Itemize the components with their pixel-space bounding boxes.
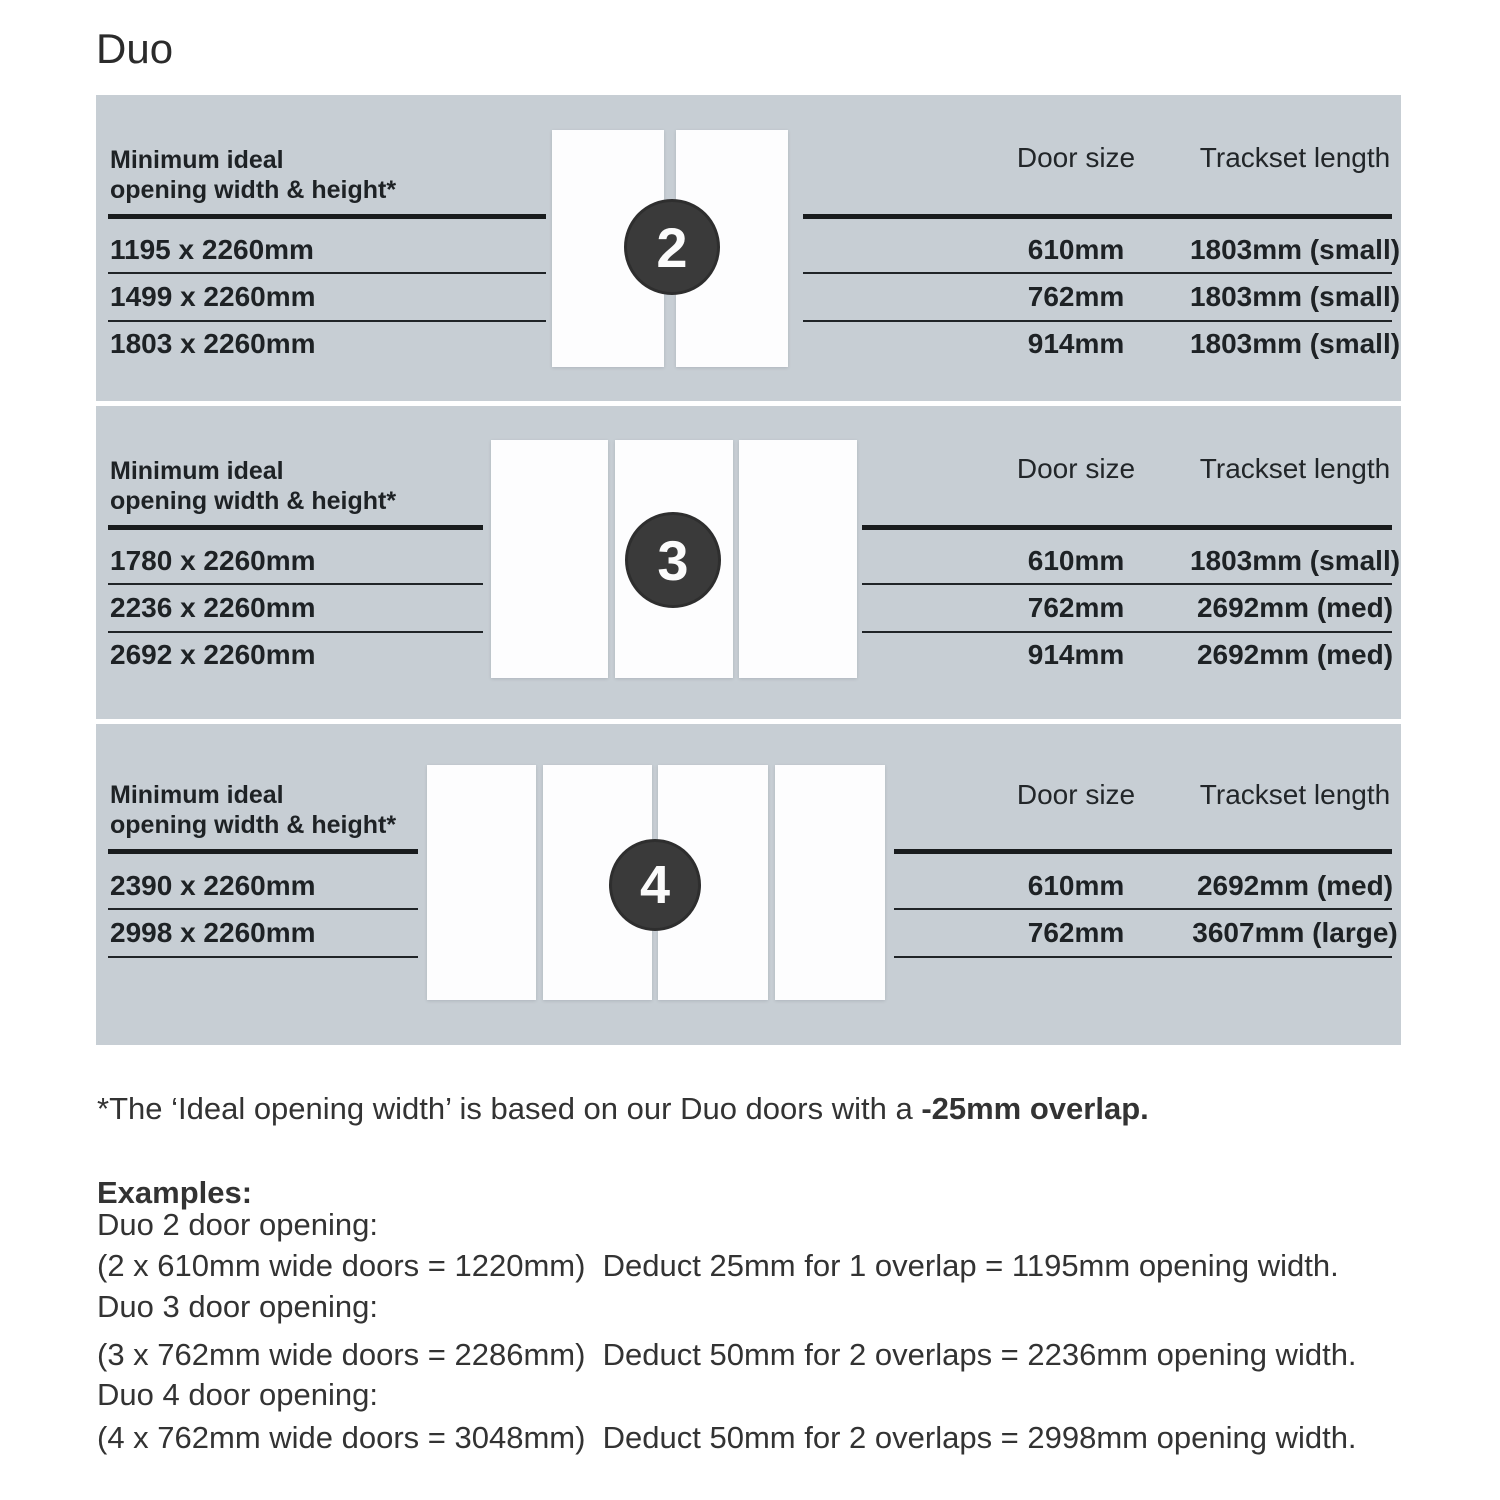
row-divider [862,583,1392,585]
example-label: Duo 3 door opening: [97,1289,378,1324]
examples-heading: Examples: [97,1175,253,1210]
row-divider [803,320,1392,322]
door-panel [739,440,857,678]
opening-row: 2236 x 2260mm [110,592,316,623]
row-divider [108,320,546,322]
opening-header-line2: opening width & height* [110,811,397,839]
example-label: Duo 2 door opening: [97,1207,378,1242]
header-rule [862,525,1392,530]
header-rule [108,525,483,530]
door-size-value: 610mm [1027,870,1125,901]
opening-row: 2390 x 2260mm [110,870,316,901]
door-count-badge: 2 [624,199,720,295]
door-size-value: 610mm [1027,234,1125,265]
row-divider [108,956,418,958]
header-rule [108,849,418,854]
door-panel [775,765,885,1000]
example-label: Duo 4 door opening: [97,1377,378,1412]
trackset-length-header: Trackset length [1199,142,1391,173]
opening-width-header [110,780,396,840]
header-rule [894,849,1392,854]
opening-row: 1499 x 2260mm [110,281,316,312]
row-divider [803,272,1392,274]
opening-row: 2998 x 2260mm [110,917,316,948]
opening-header-line1: Minimum ideal [110,457,284,485]
example-detail: (2 x 610mm wide doors = 1220mm) Deduct 25mm for 1 overlap = 1195mm opening width. [97,1248,1339,1283]
footnote [97,1088,1149,1129]
trackset-value: 1803mm (small) [1189,545,1401,576]
row-divider [894,908,1392,910]
opening-header-line1: Minimum ideal [110,146,284,174]
trackset-value: 1803mm (small) [1189,234,1401,265]
opening-header-line2: opening width & height* [110,487,397,515]
section-duo-2 [96,95,1401,401]
row-divider [894,956,1392,958]
row-divider [862,631,1392,633]
opening-row: 1780 x 2260mm [110,545,316,576]
header-rule [803,214,1392,219]
footnote-bold-text: -25mm overlap. [921,1091,1149,1126]
header-rule [108,214,546,219]
door-count-badge: 3 [625,512,721,608]
trackset-length-header: Trackset length [1199,453,1391,484]
door-size-header: Door size [1016,142,1136,173]
door-size-value: 610mm [1027,545,1125,576]
trackset-value: 1803mm (small) [1189,281,1401,312]
footnote-text: *The ‘Ideal opening width’ is based on our Duo doors with a [97,1091,922,1126]
door-size-header: Door size [1016,453,1136,484]
door-panel [491,440,608,678]
door-size-value: 762mm [1027,917,1125,948]
row-divider [108,631,483,633]
row-divider [108,583,483,585]
opening-row: 2692 x 2260mm [110,639,316,670]
trackset-value: 1803mm (small) [1189,328,1401,359]
row-divider [108,272,546,274]
trackset-value: 2692mm (med) [1196,639,1394,670]
door-size-value: 762mm [1027,592,1125,623]
door-size-value: 914mm [1027,328,1125,359]
trackset-value: 2692mm (med) [1196,870,1394,901]
section-duo-4 [96,724,1401,1045]
duo-spec-panel [96,95,1401,1045]
door-panel [427,765,536,1000]
row-divider [108,908,418,910]
opening-header-line2: opening width & height* [110,176,397,204]
page-title: Duo [96,25,174,72]
door-size-header: Door size [1016,779,1136,810]
trackset-value: 2692mm (med) [1196,592,1394,623]
door-size-value: 762mm [1027,281,1125,312]
door-size-value: 914mm [1027,639,1125,670]
section-duo-3 [96,406,1401,719]
opening-width-header [110,145,396,205]
example-detail: (3 x 762mm wide doors = 2286mm) Deduct 50mm for 2 overlaps = 2236mm opening width. [97,1337,1357,1372]
example-detail: (4 x 762mm wide doors = 3048mm) Deduct 50mm for 2 overlaps = 2998mm opening width. [97,1420,1357,1455]
opening-width-header [110,456,396,516]
opening-row: 1195 x 2260mm [110,234,314,265]
trackset-value: 3607mm (large) [1192,917,1398,948]
opening-row: 1803 x 2260mm [110,328,316,359]
trackset-length-header: Trackset length [1199,779,1391,810]
opening-header-line1: Minimum ideal [110,781,284,809]
door-count-badge: 4 [609,839,701,931]
